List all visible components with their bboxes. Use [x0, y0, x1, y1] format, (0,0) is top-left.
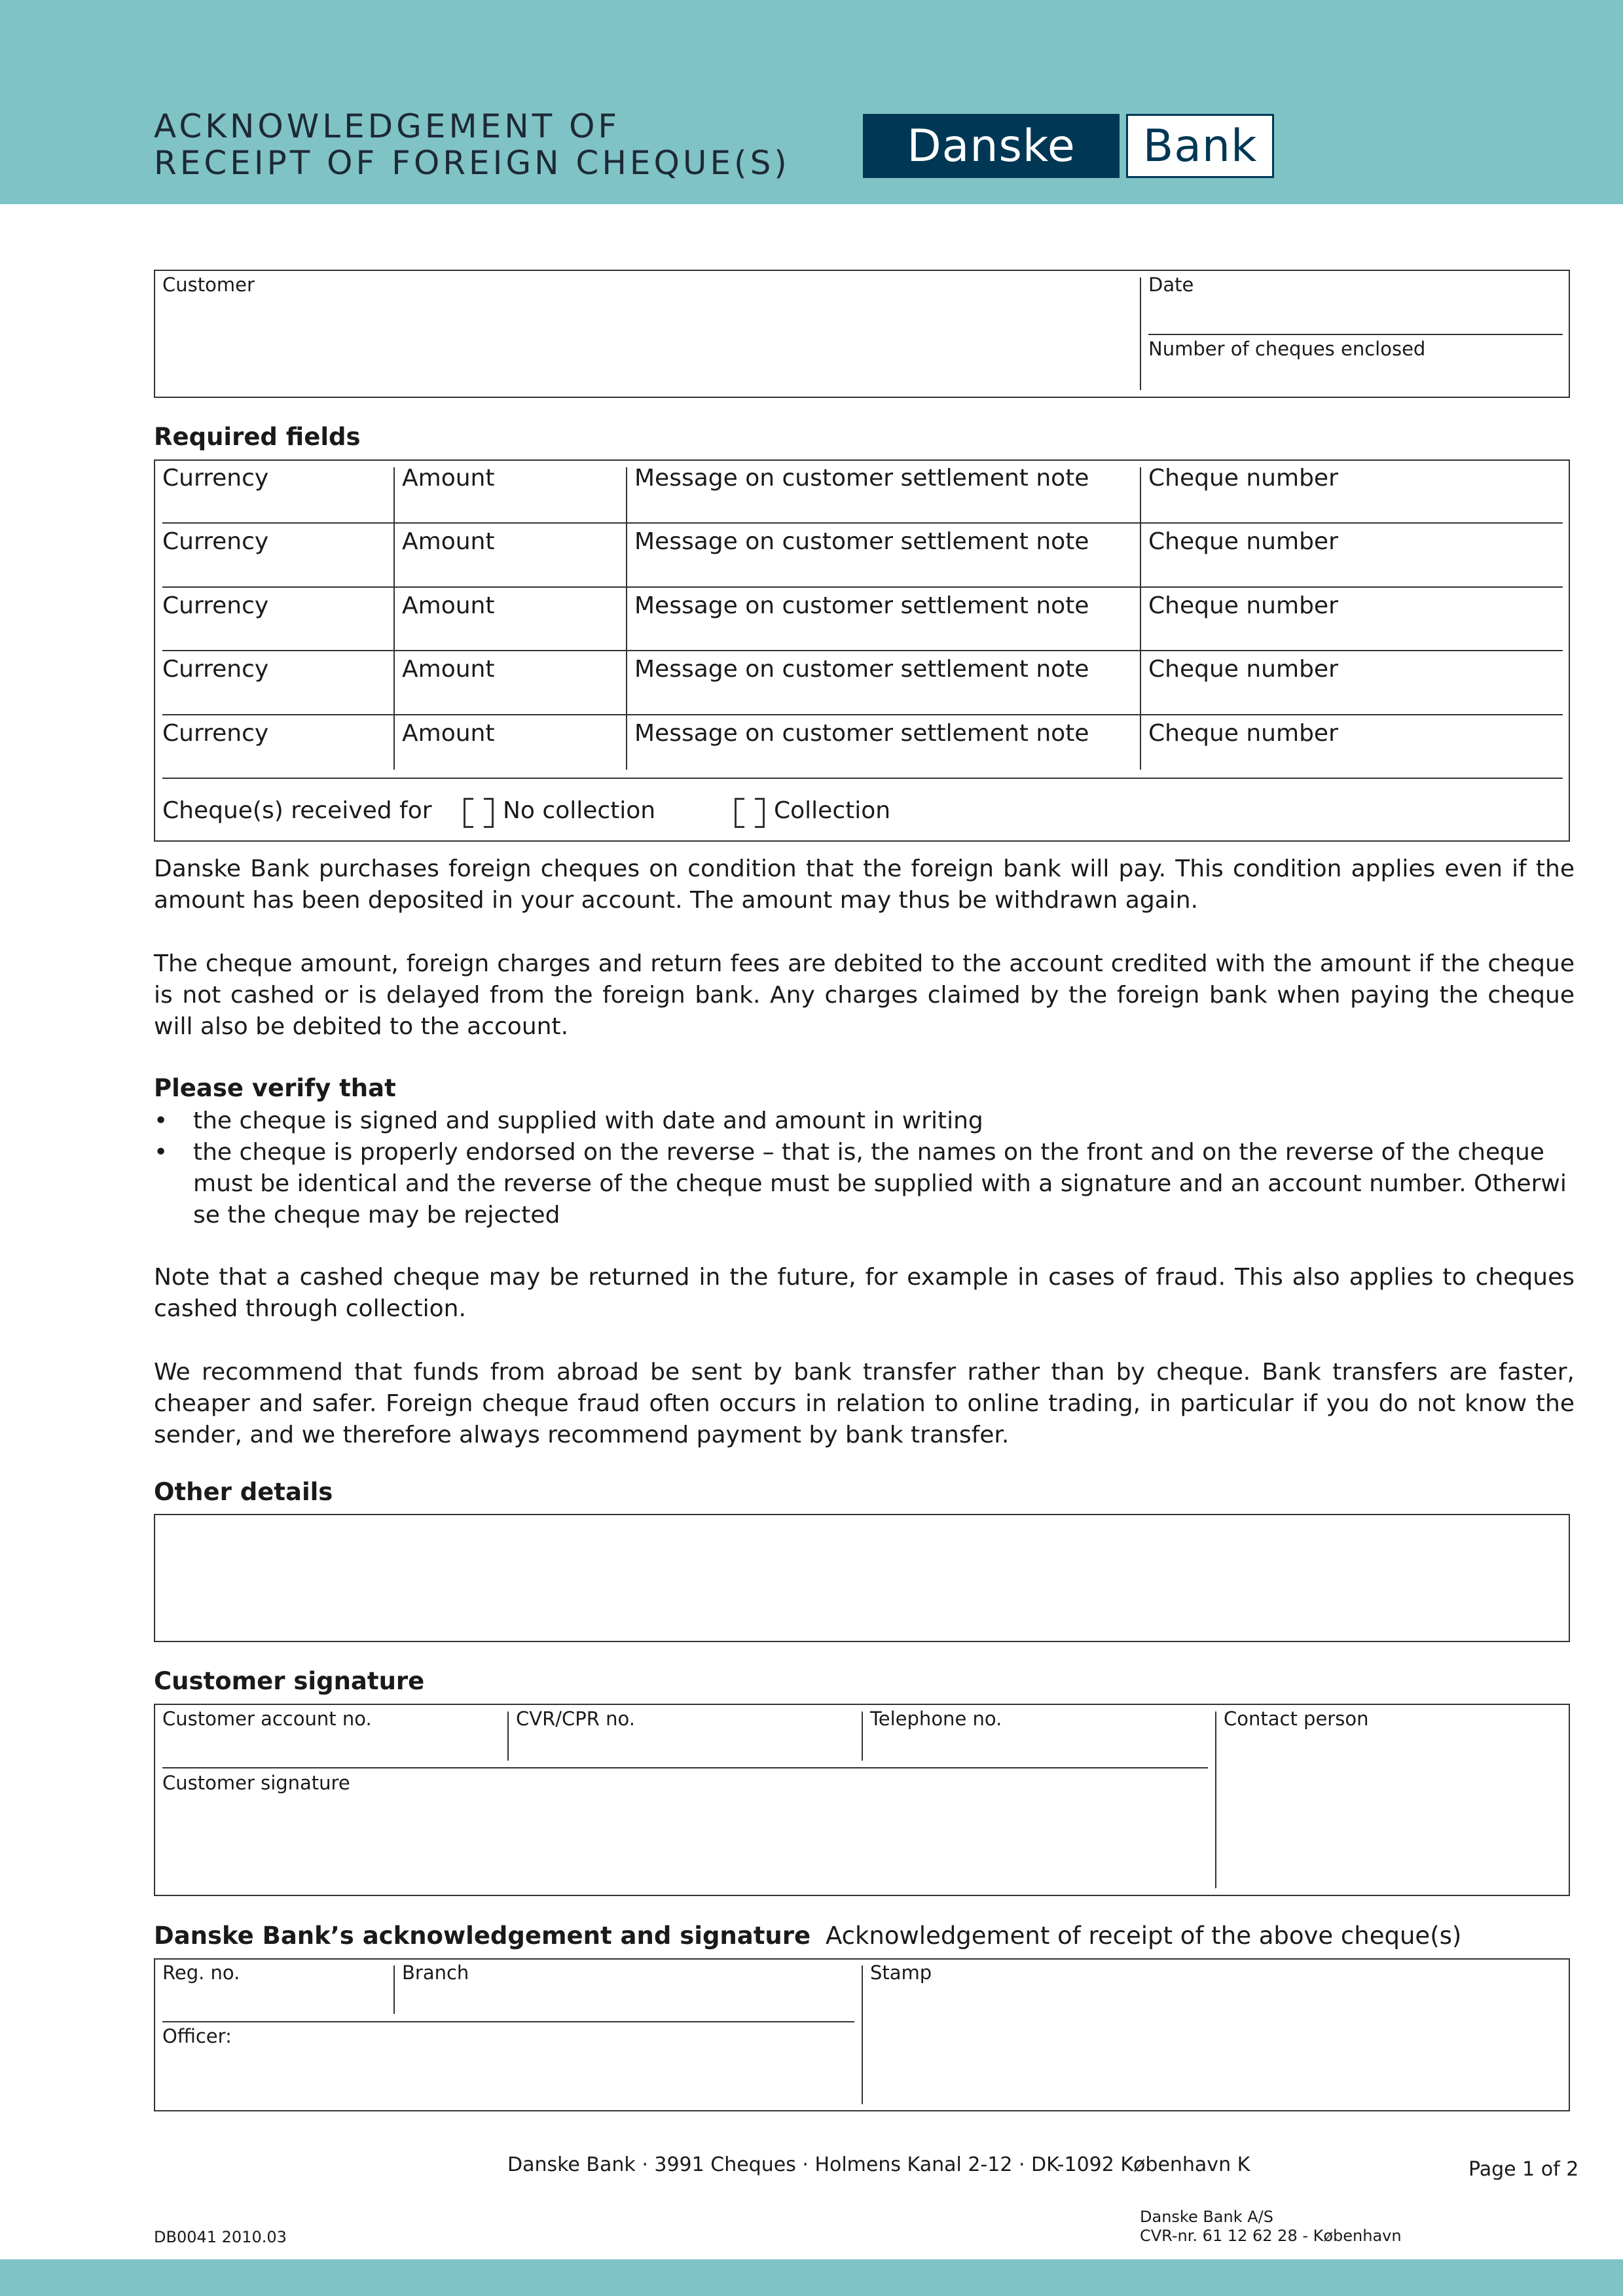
currency-field-5[interactable]: Currency — [162, 720, 269, 747]
cvr-cpr-label: CVR/CPR no. — [516, 1708, 635, 1730]
column-divider-3 — [1140, 467, 1141, 770]
purchase-condition-paragraph: Danske Bank purchases foreign cheques on condition that the foreign bank will pay. This condition applies even if the amount has been deposited in your account. The amount may thus be withdrawn again. — [154, 855, 1575, 914]
message-field-4[interactable]: Message on customer settlement note — [634, 656, 1089, 683]
cheque-number-field-5[interactable]: Cheque number — [1148, 720, 1338, 747]
amount-field-5[interactable]: Amount — [402, 720, 495, 747]
cheques-count-label: Number of cheques enclosed — [1148, 338, 1426, 360]
required-fields-heading: Required fields — [154, 423, 361, 451]
footer-address: Danske Bank · 3991 Cheques · Holmens Kanal 2-12 · DK-1092 København K — [507, 2153, 1250, 2176]
message-field-1[interactable]: Message on customer settlement note — [634, 465, 1089, 492]
cvr-divider — [862, 1712, 863, 1761]
telephone-label: Telephone no. — [870, 1708, 1002, 1730]
amount-field-2[interactable]: Amount — [402, 528, 495, 555]
bank-acknowledgement-heading-bold: Danske Bank’s acknowledgement and signature — [154, 1922, 811, 1950]
amount-field-4[interactable]: Amount — [402, 656, 495, 683]
customer-box-divider — [1140, 278, 1141, 390]
customer-account-label: Customer account no. — [162, 1708, 372, 1730]
received-for-label: Cheque(s) received for — [162, 797, 432, 824]
bank-acknowledgement-heading-rest: Acknowledgement of receipt of the above cheque(s) — [826, 1922, 1462, 1950]
message-field-3[interactable]: Message on customer settlement note — [634, 592, 1089, 619]
contact-divider — [1215, 1712, 1216, 1888]
row-divider — [162, 650, 1563, 651]
cheque-number-field-3[interactable]: Cheque number — [1148, 592, 1338, 619]
message-field-2[interactable]: Message on customer settlement note — [634, 528, 1089, 555]
stamp-divider — [862, 1965, 863, 2104]
column-divider-1 — [393, 467, 395, 770]
page-number: Page 1 of 2 — [1468, 2158, 1579, 2181]
page-title-line-2: RECEIPT OF FOREIGN CHEQUE(S) — [154, 144, 790, 182]
row-divider — [162, 778, 1563, 779]
bank-acknowledgement-heading — [154, 1922, 1461, 1950]
row-divider — [162, 714, 1563, 715]
reg-divider — [393, 1965, 395, 2014]
logo-right-part: Bank — [1126, 114, 1274, 178]
other-details-field[interactable] — [154, 1514, 1570, 1642]
currency-field-1[interactable]: Currency — [162, 465, 269, 492]
cheque-number-field-4[interactable]: Cheque number — [1148, 656, 1338, 683]
cheque-number-field-2[interactable]: Cheque number — [1148, 528, 1338, 555]
company-line-1: Danske Bank A/S — [1140, 2208, 1273, 2226]
reg-no-label: Reg. no. — [162, 1962, 240, 1984]
signature-row-divider — [162, 1767, 1208, 1768]
officer-label: Officer: — [162, 2025, 232, 2047]
cheque-number-field-1[interactable]: Cheque number — [1148, 465, 1338, 492]
danske-bank-logo — [863, 114, 1274, 178]
verify-list — [154, 1105, 1575, 1231]
collection-checkbox[interactable] — [735, 798, 765, 828]
message-field-5[interactable]: Message on customer settlement note — [634, 720, 1089, 747]
row-divider — [162, 586, 1563, 588]
no-collection-checkbox[interactable] — [464, 798, 494, 828]
other-details-heading: Other details — [154, 1478, 333, 1506]
verify-item: • the cheque is properly endorsed on the reverse – that is, the names on the front and on the reverse of the cheque must be identical and the reverse of the cheque must be supplied with a signature and an account number. Otherwi se the cheque may be rejected — [154, 1137, 1575, 1231]
customer-signature-label: Customer signature — [162, 1772, 350, 1794]
account-divider — [507, 1712, 509, 1761]
customer-label: Customer — [162, 274, 255, 296]
officer-row-divider — [162, 2021, 854, 2022]
date-field-underline — [1148, 334, 1563, 335]
verify-item: • the cheque is signed and supplied with date and amount in writing — [154, 1105, 1575, 1137]
bank-transfer-paragraph: We recommend that funds from abroad be sent by bank transfer rather than by cheque. Bank transfers are faster, cheaper and safer. Foreign cheque fraud often occurs in relation to online trading, in particular if you do not know the sender, and we therefore always recommend payment by bank transfer. — [154, 1359, 1575, 1448]
row-divider — [162, 522, 1563, 524]
no-collection-label: No collection — [503, 797, 656, 824]
contact-person-label: Contact person — [1224, 1708, 1369, 1730]
fraud-note-paragraph: Note that a cashed cheque may be returned in the future, for example in cases of fraud. This also applies to cheques cashed through collection. — [154, 1264, 1575, 1322]
footer-band — [0, 2259, 1623, 2296]
company-line-2: CVR-nr. 61 12 62 28 - København — [1140, 2227, 1402, 2245]
amount-field-3[interactable]: Amount — [402, 592, 495, 619]
stamp-label: Stamp — [870, 1962, 932, 1984]
currency-field-2[interactable]: Currency — [162, 528, 269, 555]
logo-left-part: Danske — [863, 114, 1120, 178]
customer-signature-heading: Customer signature — [154, 1667, 425, 1695]
collection-label: Collection — [774, 797, 891, 824]
charges-paragraph: The cheque amount, foreign charges and return fees are debited to the account credited with the amount if the cheque is not cashed or is delayed from the foreign bank. Any charges claimed by the foreign bank when paying the cheque will also be debited to the account. — [154, 950, 1575, 1040]
verify-heading: Please verify that — [154, 1074, 396, 1102]
column-divider-2 — [626, 467, 627, 770]
currency-field-3[interactable]: Currency — [162, 592, 269, 619]
page-title — [154, 108, 790, 181]
form-code: DB0041 2010.03 — [154, 2228, 287, 2246]
branch-label: Branch — [402, 1962, 469, 1984]
page-title-line-1: ACKNOWLEDGEMENT OF — [154, 107, 621, 145]
date-label: Date — [1148, 274, 1194, 296]
amount-field-1[interactable]: Amount — [402, 465, 495, 492]
currency-field-4[interactable]: Currency — [162, 656, 269, 683]
